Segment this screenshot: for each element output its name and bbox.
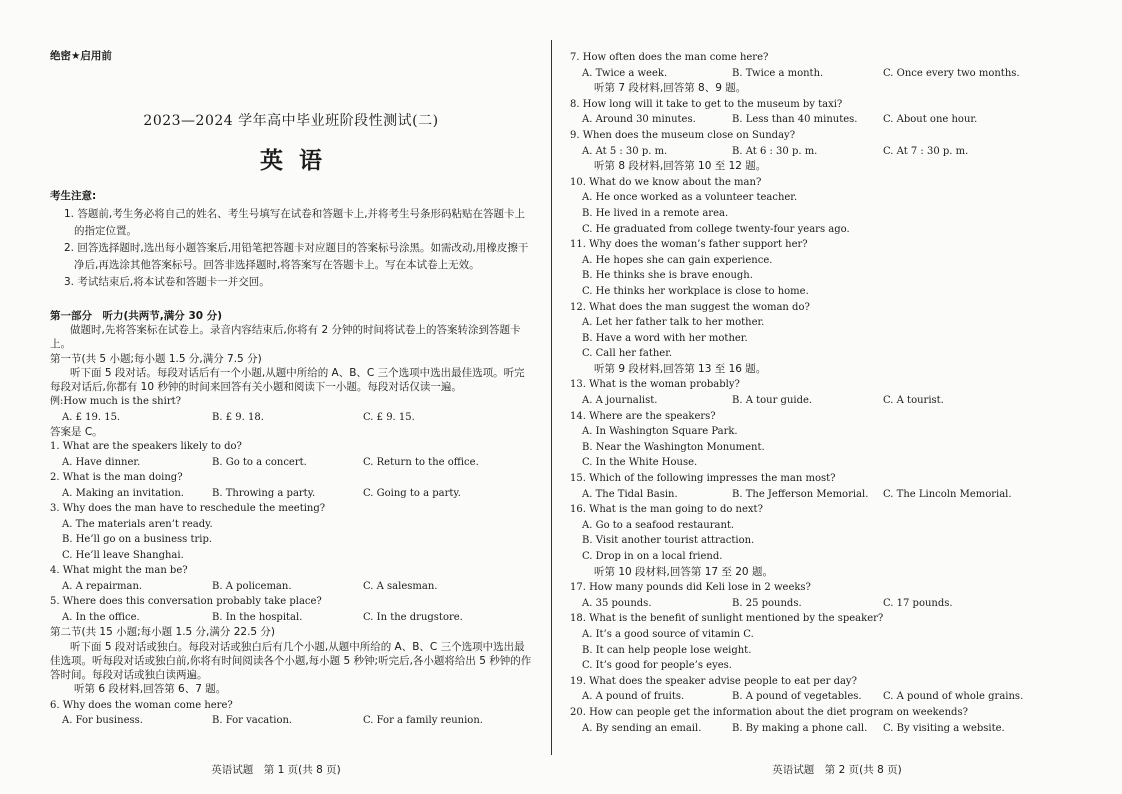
option-c: C. He thinks her workplace is close to home. <box>582 285 809 297</box>
question-12: 12. What does the man suggest the woman do? <box>570 301 810 313</box>
option-a: A. Around 30 minutes. <box>582 114 696 126</box>
question-6-options <box>50 713 532 729</box>
option-c: C. £ 9. 15. <box>363 411 415 423</box>
page-1-footer: 英语试题 第 1 页(共 8 页) <box>211 764 341 776</box>
question-2: 2. What is the man doing? <box>50 472 183 484</box>
confidential-label: 绝密★启用前 <box>50 50 112 62</box>
option-c: C. By visiting a website. <box>883 722 1005 734</box>
option-b: B. Throwing a party. <box>212 487 316 499</box>
question-8-options <box>570 112 1098 128</box>
option-c: C. For a family reunion. <box>363 715 483 727</box>
question-15: 15. Which of the following impresses the man most? <box>570 473 836 485</box>
option-b: B. The Jefferson Memorial. <box>732 488 869 500</box>
notice-item: 3. 考试结束后,将本试卷和答题卡一并交回。 <box>64 276 270 288</box>
listen-instruction: 听第 9 段材料,回答第 13 至 16 题。 <box>594 362 767 375</box>
subject-title: 英语 <box>260 148 338 174</box>
option-b: B. He lived in a remote area. <box>582 207 729 219</box>
notice-item: 1. 答题前,考生务必将自己的姓名、考生号填写在试卷和答题卡上,并将考生号条形码粘贴在答题卡上的指定位置。 <box>64 208 526 237</box>
example-options <box>50 410 532 426</box>
question-17-options <box>570 596 1098 612</box>
question-6: 6. Why does the woman come here? <box>50 699 233 711</box>
notice-list <box>50 206 532 291</box>
option-b: B. In the hospital. <box>212 611 303 623</box>
option-b: B. A policeman. <box>212 580 292 592</box>
option-b: B. Have a word with her mother. <box>582 332 748 344</box>
listen-instruction: 听第 8 段材料,回答第 10 至 12 题。 <box>594 160 767 173</box>
option-b: B. A pound of vegetables. <box>732 691 862 703</box>
option-c: C. A tourist. <box>883 395 944 407</box>
option-a: A. A repairman. <box>62 580 143 592</box>
option-a: A. Have dinner. <box>62 456 141 468</box>
notice-item: 2. 回答选择题时,选出每小题答案后,用铅笔把答题卡对应题目的答案标号涂黑。如需改动,用橡皮擦干净后,再选涂其他答案标号。回答非选择题时,将答案写在答题卡上。写在本试卷上无效。 <box>64 242 529 271</box>
question-11: 11. Why does the woman’s father support her? <box>570 239 808 251</box>
question-4-options <box>50 579 532 595</box>
option-b: B. Go to a concert. <box>212 456 307 468</box>
question-20: 20. How can people get the information about the diet program on weekends? <box>570 706 968 718</box>
option-a: A. He once worked as a volunteer teacher. <box>582 192 798 204</box>
question-18: 18. What is the benefit of sunlight mentioned by the speaker? <box>570 613 884 625</box>
option-c: C. Return to the office. <box>363 456 479 468</box>
option-c: C. Call her father. <box>582 348 673 360</box>
option-b: B. At 6 : 30 p. m. <box>732 145 818 157</box>
listen-instruction: 听第 7 段材料,回答第 8、9 题。 <box>594 82 747 95</box>
question-4: 4. What might the man be? <box>50 565 188 577</box>
question-2-options <box>50 486 532 502</box>
question-8: 8. How long will it take to get to the museum by taxi? <box>570 98 843 110</box>
option-c: C. At 7 : 30 p. m. <box>883 145 969 157</box>
option-a: A. A pound of fruits. <box>582 691 685 703</box>
option-c: C. About one hour. <box>883 114 978 126</box>
option-a: A. He hopes she can gain experience. <box>582 254 773 266</box>
question-16: 16. What is the man going to do next? <box>570 504 763 516</box>
section1-intro: 听下面 5 段对话。每段对话后有一个小题,从题中所给的 A、B、C 三个选项中选出最佳选项。听完每段对话后,你都有 10 秒钟的时间来回答有关小题和阅读下一小题。每段对话仅读一遍。 <box>50 366 525 394</box>
question-5: 5. Where does this conversation probably take place? <box>50 596 322 608</box>
part1-title: 第一部分 听力(共两节,满分 30 分) <box>50 310 223 322</box>
section2-title: 第二节(共 15 小题;每小题 1.5 分,满分 22.5 分) <box>50 626 276 639</box>
option-a: A. In Washington Square Park. <box>582 426 738 438</box>
option-a: A. 35 pounds. <box>582 597 652 609</box>
option-a: A. By sending an email. <box>582 722 702 734</box>
option-c: C. In the drugstore. <box>363 611 463 623</box>
option-b: B. Twice a month. <box>732 67 824 79</box>
option-b: B. He thinks she is brave enough. <box>582 270 753 282</box>
option-a: A. Go to a seafood restaurant. <box>582 519 735 531</box>
option-b: B. Visit another tourist attraction. <box>582 535 755 547</box>
option-b: B. Near the Washington Monument. <box>582 441 765 453</box>
option-c: C. In the White House. <box>582 457 698 469</box>
option-a: A. The Tidal Basin. <box>582 488 678 500</box>
part1-intro: 做题时,先将答案标在试卷上。录音内容结束后,你将有 2 分钟的时间将试卷上的答案转涂到答题卡上。 <box>50 324 521 351</box>
question-19: 19. What does the speaker advise people to eat per day? <box>570 675 857 687</box>
option-a: A. Twice a week. <box>582 67 668 79</box>
option-b: B. He’ll go on a business trip. <box>62 534 213 546</box>
question-9: 9. When does the museum close on Sunday? <box>570 129 796 141</box>
question-7: 7. How often does the man come here? <box>570 52 769 63</box>
option-c: C. The Lincoln Memorial. <box>883 488 1012 500</box>
option-b: B. £ 9. 18. <box>212 411 264 423</box>
question-14: 14. Where are the speakers? <box>570 410 716 422</box>
option-b: B. It can help people lose weight. <box>582 644 752 656</box>
option-c: C. 17 pounds. <box>883 597 953 609</box>
question-19-options <box>570 689 1098 705</box>
question-5-options <box>50 610 532 626</box>
option-b: B. 25 pounds. <box>732 597 802 609</box>
page-1 <box>0 0 552 794</box>
question-list-1-5 <box>50 439 532 625</box>
question-3: 3. Why does the man have to reschedule the meeting? <box>50 503 326 515</box>
option-a: A. Let her father talk to her mother. <box>582 317 765 329</box>
option-a: A. £ 19. 15. <box>62 411 121 423</box>
listen-instruction: 听第 10 段材料,回答第 17 至 20 题。 <box>594 565 773 578</box>
option-a: A. A journalist. <box>582 395 658 407</box>
exam-title: 2023—2024 学年高中毕业班阶段性测试(二) <box>143 113 439 129</box>
page-2-footer: 英语试题 第 2 页(共 8 页) <box>772 764 902 776</box>
notice-heading: 考生注意: <box>50 190 97 202</box>
question-13: 13. What is the woman probably? <box>570 379 740 391</box>
option-a: A. At 5 : 30 p. m. <box>582 145 668 157</box>
question-20-options <box>570 721 1098 737</box>
option-c: C. Once every two months. <box>883 67 1020 79</box>
example-answer: 答案是 C。 <box>50 426 103 439</box>
section1-title: 第一节(共 5 小题;每小题 1.5 分,满分 7.5 分) <box>50 352 262 365</box>
option-a: A. For business. <box>62 715 143 727</box>
listen-instruction: 听第 6 段材料,回答第 6、7 题。 <box>74 683 227 696</box>
question-1: 1. What are the speakers likely to do? <box>50 441 242 453</box>
option-a: A. In the office. <box>62 611 140 623</box>
question-10: 10. What do we know about the man? <box>570 176 762 188</box>
option-b: B. By making a phone call. <box>732 722 868 734</box>
option-c: C. A salesman. <box>363 580 438 592</box>
option-c: C. Going to a party. <box>363 487 461 499</box>
option-b: B. A tour guide. <box>732 395 813 407</box>
question-15-options <box>570 487 1098 503</box>
option-b: B. For vacation. <box>212 715 293 727</box>
question-17: 17. How many pounds did Keli lose in 2 weeks? <box>570 582 811 594</box>
option-a: A. The materials aren’t ready. <box>62 518 213 530</box>
question-7-options <box>570 66 1098 82</box>
question-13-options <box>570 393 1098 409</box>
question-1-options <box>50 455 532 471</box>
page-2 <box>552 0 1122 794</box>
option-a: A. It’s a good source of vitamin C. <box>582 628 754 640</box>
option-c: C. He’ll leave Shanghai. <box>62 549 184 561</box>
option-c: C. Drop in on a local friend. <box>582 551 723 562</box>
option-c: C. A pound of whole grains. <box>883 691 1024 703</box>
option-a: A. Making an invitation. <box>62 487 184 499</box>
question-9-options <box>570 144 1098 160</box>
section2-intro: 听下面 5 段对话或独白。每段对话或独白后有几个小题,从题中所给的 A、B、C 三个选项中选出最佳选项。听每段对话或独白前,你将有时间阅读各个小题,每小题 5 秒钟;听完后,各小题将给出 5 秒钟的作答时间。每段对话或独白读两遍。 <box>50 640 532 682</box>
option-c: C. He graduated from college twenty-four years ago. <box>582 223 850 235</box>
option-b: B. Less than 40 minutes. <box>732 114 858 126</box>
example-question: 例:How much is the shirt? <box>50 396 181 408</box>
option-c: C. It’s good for people’s eyes. <box>582 660 732 672</box>
